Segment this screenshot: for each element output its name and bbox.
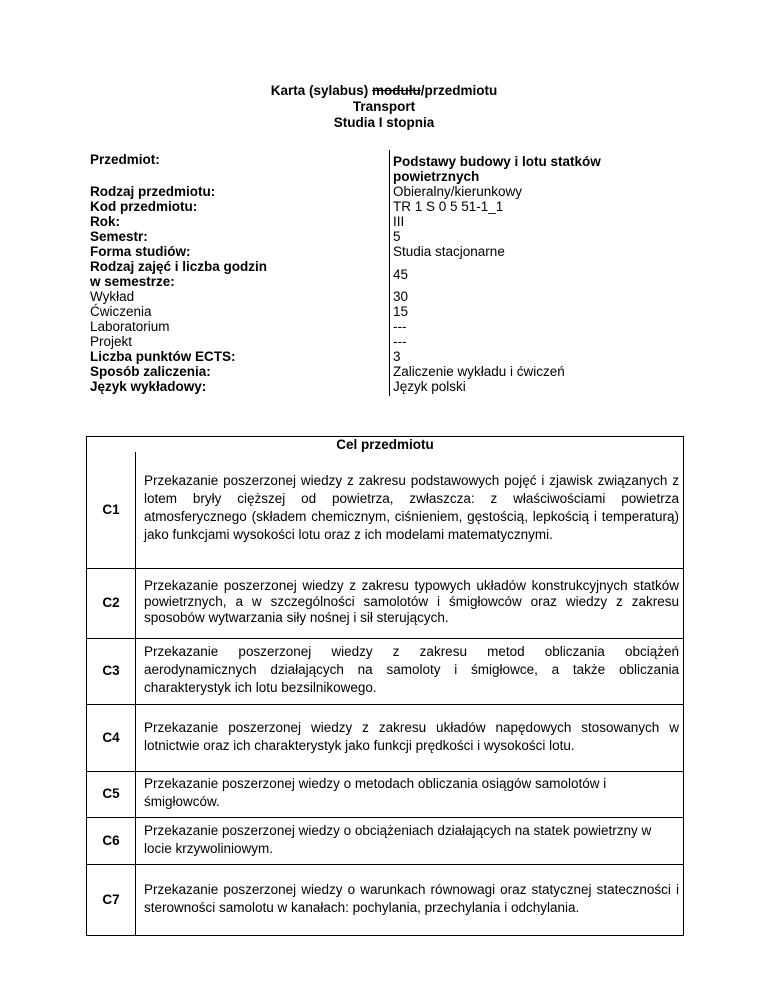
info-row: Laboratorium --- — [87, 319, 683, 334]
goal-code: C1 — [87, 452, 136, 568]
goal-text: Przekazanie poszerzonej wiedzy z zakresu podstawowych pojęć i zjawisk związanych z lotem bryły cięższej od powietrza, zwłaszcza: z właściwościami powietrza atmosferycznego (składem chemicznym, ciśnieniem, gęstością, lepkością i temperaturą) jako funkcjami wysokości lotu oraz z ich modelami matematycznymi. — [136, 452, 684, 568]
goal-code: C5 — [87, 771, 136, 817]
info-row: Rok: III — [87, 214, 683, 229]
goals-title-row — [87, 437, 684, 453]
strikethrough-text: modułu — [372, 83, 421, 98]
info-row: Rodzaj zajęć i liczba godzin w semestrze: 45 — [87, 259, 683, 289]
goal-text: Przekazanie poszerzonej wiedzy z zakresu metod obliczania obciążeń aerodynamicznych działających na samoloty i śmigłowce, a także obliczania charakterystyk ich lotu bezsilnikowego. — [136, 638, 684, 704]
goal-row — [87, 568, 684, 638]
info-label: Przedmiot: — [87, 150, 390, 184]
document-header — [0, 83, 768, 131]
info-row: Rodzaj przedmiotu: Obieralny/kierunkowy — [87, 184, 683, 199]
goal-code: C6 — [87, 817, 136, 864]
goal-text: Przekazanie poszerzonej wiedzy o obciążeniach działających na statek powietrzny w locie krzywoliniowym. — [136, 817, 684, 864]
info-row: Kod przedmiotu: TR 1 S 0 5 51-1_1 — [87, 199, 683, 214]
info-row: Sposób zaliczenia: Zaliczenie wykładu i ćwiczeń — [87, 364, 683, 379]
goal-row — [87, 864, 684, 935]
info-row: Forma studiów: Studia stacjonarne — [87, 244, 683, 259]
course-goals-table — [86, 436, 684, 936]
goal-code: C7 — [87, 864, 136, 935]
goal-row — [87, 704, 684, 771]
goal-row — [87, 638, 684, 704]
goal-text: Przekazanie poszerzonej wiedzy z zakresu układów napędowych stosowanych w lotnictwie oraz ich charakterystyk jako funkcji prędkości i wysokości lotu. — [136, 704, 684, 771]
goal-text: Przekazanie poszerzonej wiedzy o metodach obliczania osiągów samolotów i śmigłowców. — [136, 771, 684, 817]
goal-code: C3 — [87, 638, 136, 704]
info-row — [87, 150, 683, 184]
goal-code: C4 — [87, 704, 136, 771]
info-row: Język wykładowy: Język polski — [87, 379, 683, 396]
header-line-2: Transport — [352, 99, 416, 114]
info-value: Podstawy budowy i lotu statków powietrznych — [393, 154, 601, 184]
info-row: Ćwiczenia 15 — [87, 304, 683, 319]
goal-row — [87, 452, 684, 568]
info-row: Semestr: 5 — [87, 229, 683, 244]
header-line-1: Karta (sylabus) modułu/przedmiotu — [270, 83, 498, 98]
info-row: Wykład 30 — [87, 289, 683, 304]
goal-code: C2 — [87, 568, 136, 638]
goal-row — [87, 771, 684, 817]
goal-text: Przekazanie poszerzonej wiedzy z zakresu typowych układów konstrukcyjnych statków powietrznych, a w szczególności samolotów i śmigłowców oraz wiedzy z zakresu sposobów wytwarzania siły nośnej i sił sterujących. — [136, 568, 684, 638]
header-line-3: Studia I stopnia — [333, 115, 435, 130]
info-row: Projekt --- — [87, 334, 683, 349]
goal-row — [87, 817, 684, 864]
course-info-table — [87, 150, 683, 396]
goals-title: Cel przedmiotu — [87, 437, 684, 453]
info-row: Liczba punktów ECTS: 3 — [87, 349, 683, 364]
goal-text: Przekazanie poszerzonej wiedzy o warunkach równowagi oraz statycznej stateczności i sterowności samolotu w kanałach: pochylania, przechylania i odchylania. — [136, 864, 684, 935]
